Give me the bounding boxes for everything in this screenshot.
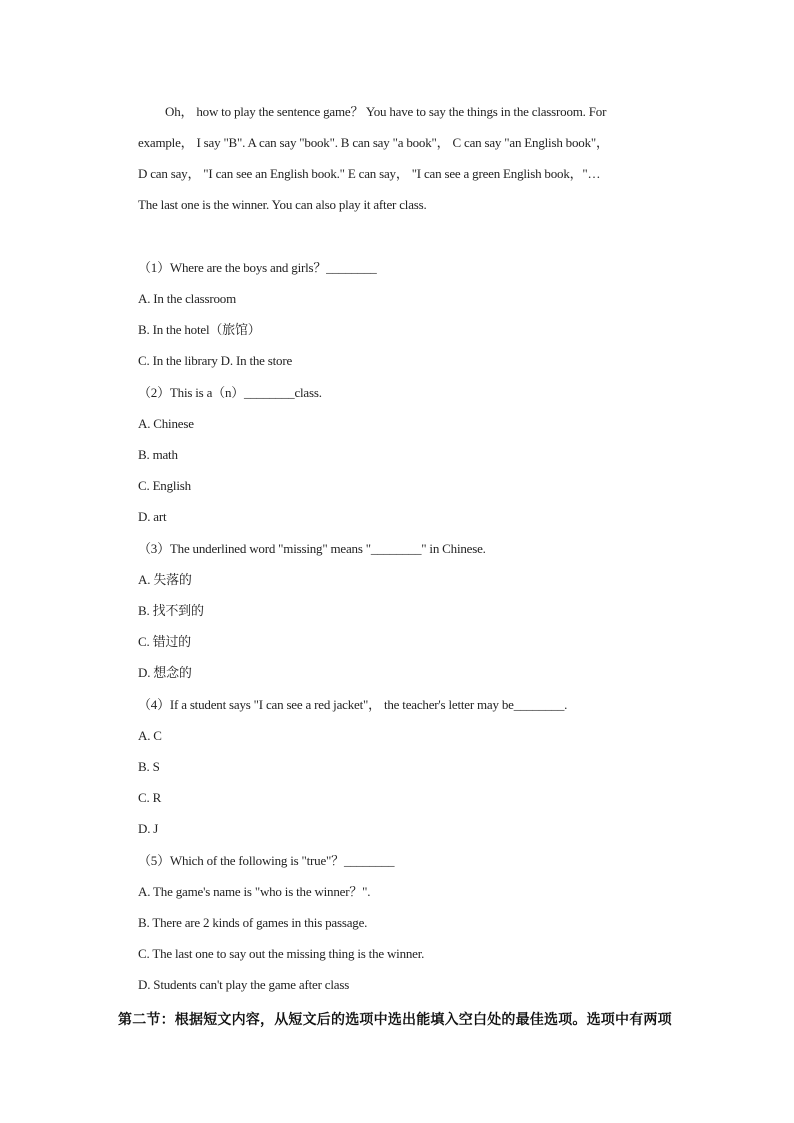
question-1-option-a: A. In the classroom — [138, 291, 237, 306]
question-2-stem: （2）This is a（n）________class. — [138, 385, 322, 400]
question-5-option-c: C. The last one to say out the missing thing is the winner. — [138, 946, 425, 961]
passage-line-3: D can say， "I can see an English book." E can say， "I can see a green English book，"… — [138, 166, 601, 181]
question-4-option-c: C. R — [138, 790, 162, 805]
section-heading: 第二节：根据短文内容，从短文后的选项中选出能填入空白处的最佳选项。选项中有两项 — [118, 1012, 672, 1028]
question-3-option-a: A. 失落的 — [138, 572, 192, 587]
question-5-option-a: A. The game's name is "who is the winner？". — [138, 884, 371, 899]
question-4-stem: （4）If a student says "I can see a red jacket"， the teacher's letter may be________. — [138, 697, 568, 712]
question-3-stem: （3）The underlined word "missing" means "________" in Chinese. — [138, 541, 486, 556]
question-1-stem: （1）Where are the boys and girls？________ — [138, 260, 377, 275]
question-3-option-c: C. 错过的 — [138, 634, 191, 649]
question-2-option-d: D. art — [138, 509, 167, 524]
question-3-option-d: D. 想念的 — [138, 665, 192, 680]
question-4-option-a: A. C — [138, 728, 162, 743]
question-5-option-d: D. Students can't play the game after class — [138, 977, 350, 992]
question-5-stem: （5）Which of the following is "true"？________ — [138, 853, 395, 868]
passage-line-4: The last one is the winner. You can also play it after class. — [138, 197, 427, 212]
question-2-option-c: C. English — [138, 478, 191, 493]
question-2-option-b: B. math — [138, 447, 178, 462]
passage-line-1: Oh， how to play the sentence game？ You have to say the things in the classroom. For — [165, 104, 607, 119]
question-4-option-d: D. J — [138, 821, 159, 836]
question-2-option-a: A. Chinese — [138, 416, 194, 431]
question-1-option-cd: C. In the library D. In the store — [138, 353, 293, 368]
passage-line-2: example， I say "B". A can say "book". B can say "a book"， C can say "an English book"， — [138, 135, 609, 150]
question-1-option-b: B. In the hotel（旅馆） — [138, 322, 261, 337]
question-3-option-b: B. 找不到的 — [138, 603, 204, 618]
question-5-option-b: B. There are 2 kinds of games in this passage. — [138, 915, 368, 930]
question-4-option-b: B. S — [138, 759, 160, 774]
